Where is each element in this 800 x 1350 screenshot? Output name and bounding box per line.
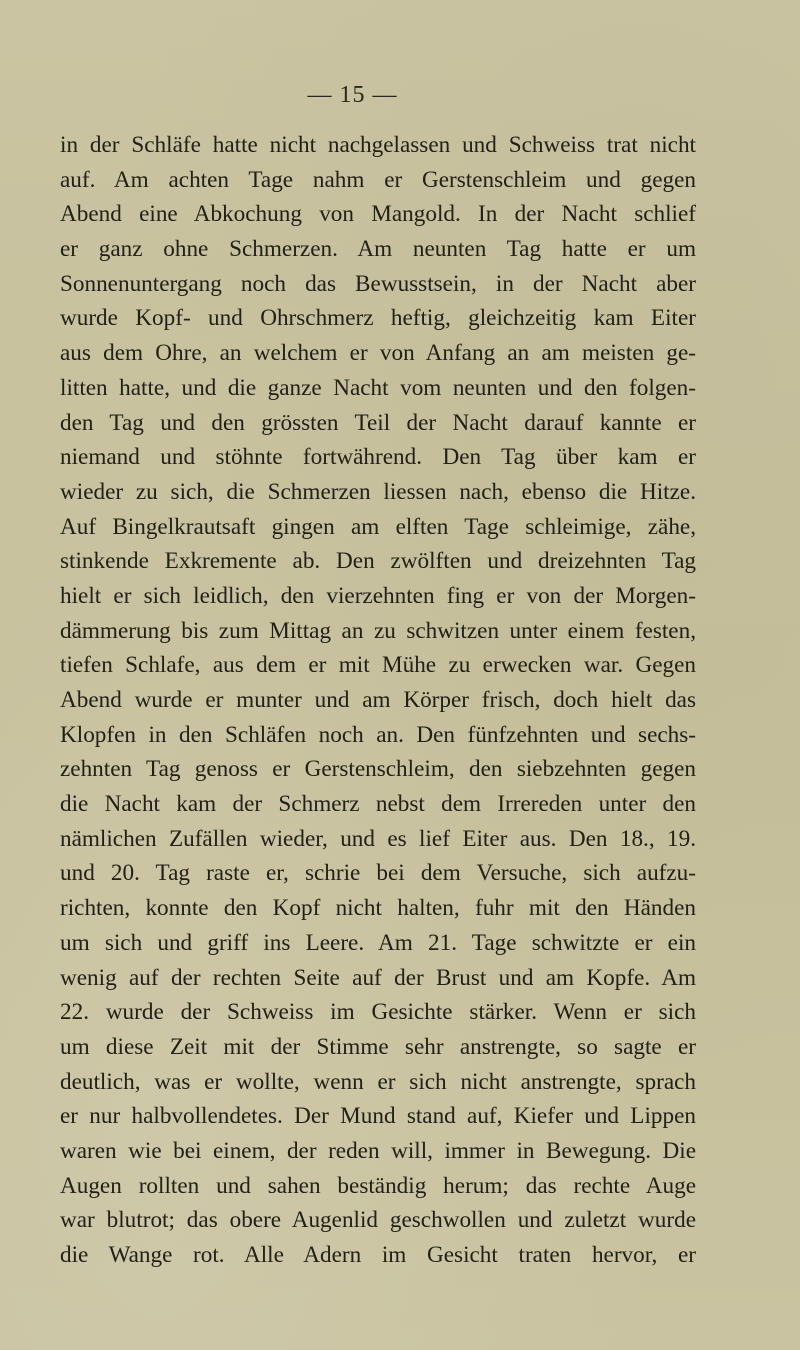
text-line: aus dem Ohre, an welchem er von Anfang an am meisten ge- — [60, 340, 696, 367]
text-line: die Nacht kam der Schmerz nebst dem Irrereden unter den — [60, 791, 696, 818]
text-line: um diese Zeit mit der Stimme sehr anstrengte, so sagte er — [60, 1033, 696, 1060]
text-line: die Wange rot. Alle Adern im Gesicht traten hervor, er — [60, 1242, 696, 1268]
body-text — [60, 128, 696, 1273]
text-line: wenig auf der rechten Seite auf der Brust und am Kopfe. Am — [60, 964, 696, 991]
text-line: auf. Am achten Tage nahm er Gerstenschleim und gegen — [60, 166, 696, 193]
text-line: nämlichen Zufällen wieder, und es lief Eiter aus. Den 18., 19. — [60, 825, 696, 852]
text-line: dämmerung bis zum Mittag an zu schwitzen unter einem festen, — [60, 617, 696, 644]
text-line: Auf Bingelkrautsaft gingen am elften Tage schleimige, zähe, — [60, 513, 696, 540]
text-line: in der Schläfe hatte nicht nachgelassen und Schweiss trat nicht — [60, 132, 696, 158]
text-line: zehnten Tag genoss er Gerstenschleim, den siebzehnten gegen — [60, 756, 696, 783]
text-line: richten, konnte den Kopf nicht halten, fuhr mit den Händen — [60, 895, 696, 922]
text-line: er nur halbvollendetes. Der Mund stand auf, Kiefer und Lippen — [60, 1103, 696, 1130]
text-line: Abend eine Abkochung von Mangold. In der Nacht schlief — [60, 201, 696, 228]
text-line: tiefen Schlafe, aus dem er mit Mühe zu erwecken war. Gegen — [60, 652, 696, 679]
text-line: wieder zu sich, die Schmerzen liessen nach, ebenso die Hitze. — [60, 478, 696, 505]
text-line: den Tag und den grössten Teil der Nacht darauf kannte er — [60, 409, 696, 436]
text-line: waren wie bei einem, der reden will, immer in Bewegung. Die — [60, 1137, 696, 1164]
text-line: Abend wurde er munter und am Körper frisch, doch hielt das — [60, 687, 696, 713]
text-line: deutlich, was er wollte, wenn er sich nicht anstrengte, sprach — [60, 1068, 696, 1095]
text-line: hielt er sich leidlich, den vierzehnten fing er von der Morgen- — [60, 582, 696, 609]
text-line: stinkende Exkremente ab. Den zwölften und dreizehnten Tag — [60, 548, 696, 575]
text-line: und 20. Tag raste er, schrie bei dem Versuche, sich aufzu- — [60, 860, 696, 887]
text-line: um sich und griff ins Leere. Am 21. Tage schwitzte er ein — [60, 929, 696, 956]
text-line: wurde Kopf- und Ohrschmerz heftig, gleichzeitig kam Eiter — [60, 305, 696, 332]
page-number: — 15 — — [307, 82, 398, 108]
text-line: er ganz ohne Schmerzen. Am neunten Tag hatte er um — [60, 236, 696, 263]
text-line: Klopfen in den Schläfen noch an. Den fünfzehnten und sechs- — [60, 721, 696, 748]
text-line: Sonnenuntergang noch das Bewusstsein, in der Nacht aber — [60, 270, 696, 297]
text-line: war blutrot; das obere Augenlid geschwollen und zuletzt wurde — [60, 1207, 696, 1234]
text-line: niemand und stöhnte fortwährend. Den Tag über kam er — [60, 444, 696, 471]
text-line: litten hatte, und die ganze Nacht vom neunten und den folgen- — [60, 374, 696, 401]
text-line: 22. wurde der Schweiss im Gesichte stärker. Wenn er sich — [60, 999, 696, 1026]
text-line: Augen rollten und sahen beständig herum; das rechte Auge — [60, 1172, 696, 1199]
